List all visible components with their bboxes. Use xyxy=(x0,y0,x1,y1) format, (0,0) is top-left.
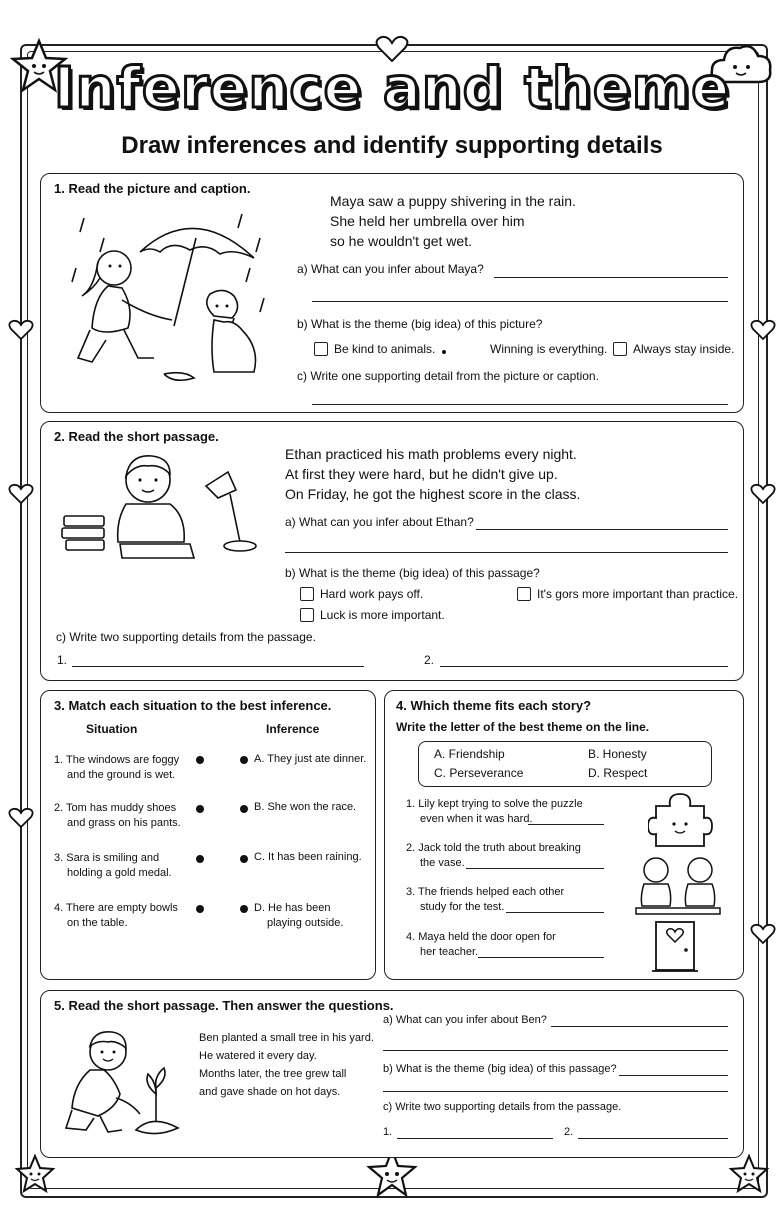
heart-icon xyxy=(750,482,776,506)
dot-marker xyxy=(442,350,446,354)
star-face-icon xyxy=(728,1154,770,1194)
passage-line: On Friday, he got the highest score in the class. xyxy=(285,486,581,502)
theme-option: D. Respect xyxy=(588,766,648,780)
option-label: Always stay inside. xyxy=(633,342,735,356)
star-face-icon xyxy=(14,1154,56,1194)
page-title: Inference and theme xyxy=(53,56,731,121)
girl-umbrella-puppy-illustration xyxy=(64,208,274,390)
answer-line[interactable] xyxy=(476,529,728,530)
heart-icon xyxy=(750,318,776,342)
situation-item xyxy=(54,801,181,831)
answer-line[interactable] xyxy=(312,301,728,302)
situation-line: on the table. xyxy=(67,917,128,929)
q1-question-c: c) Write one supporting detail from the picture or caption. xyxy=(297,369,599,383)
heart-icon xyxy=(8,318,34,342)
q2-heading: 2. Read the short passage. xyxy=(54,429,219,444)
match-dot[interactable] xyxy=(240,805,248,813)
situation-item xyxy=(54,753,179,783)
caption-line: so he wouldn't get wet. xyxy=(330,233,472,249)
blank-number: 2. xyxy=(564,1126,574,1138)
theme-option: C. Perseverance xyxy=(434,766,524,780)
q3-heading: 3. Match each situation to the best inference. xyxy=(54,698,332,713)
heart-icon xyxy=(750,922,776,946)
q4-heading: 4. Which theme fits each story? xyxy=(396,698,592,713)
theme-option: A. Friendship xyxy=(434,747,505,761)
q1-question-b: b) What is the theme (big idea) of this picture? xyxy=(297,317,543,331)
page-subtitle: Draw inferences and identify supporting details xyxy=(121,132,663,159)
match-dot[interactable] xyxy=(240,756,248,764)
story-line: 1. Lily kept trying to solve the puzzle xyxy=(406,798,583,810)
situation-item xyxy=(54,851,172,881)
q2-question-b: b) What is the theme (big idea) of this passage? xyxy=(285,566,540,580)
answer-line[interactable] xyxy=(619,1075,728,1076)
story-line: even when it was hard. xyxy=(420,813,533,825)
story-line: 4. Maya held the door open for xyxy=(406,931,556,943)
passage-line: Ethan practiced his math problems every night. xyxy=(285,446,577,462)
q5-question-c: c) Write two supporting details from the passage. xyxy=(383,1101,622,1113)
situation-line: holding a gold medal. xyxy=(67,867,172,879)
caption-line: Maya saw a puppy shivering in the rain. xyxy=(330,193,576,209)
passage-line: At first they were hard, but he didn't give up. xyxy=(285,466,558,482)
boy-planting-tree-illustration xyxy=(60,1024,190,1142)
q2-passage xyxy=(285,444,580,504)
situation-item xyxy=(54,901,178,931)
caption-line: She held her umbrella over him xyxy=(330,213,525,229)
friends-studying-icon xyxy=(632,852,724,916)
answer-line[interactable] xyxy=(578,1138,728,1139)
checkbox[interactable] xyxy=(314,342,328,356)
column-header-situation: Situation xyxy=(86,722,138,736)
situation-line: 4. There are empty bowls xyxy=(54,902,178,914)
checkbox[interactable] xyxy=(613,342,627,356)
option-label: Winning is everything. xyxy=(490,342,608,356)
q5-passage xyxy=(199,1029,374,1101)
passage-line: Months later, the tree grew tall xyxy=(199,1068,347,1080)
story-item xyxy=(406,841,581,871)
inference-line: playing outside. xyxy=(267,917,344,929)
story-line: 2. Jack told the truth about breaking xyxy=(406,842,581,854)
answer-line[interactable] xyxy=(506,912,604,913)
boy-studying-illustration xyxy=(60,450,270,562)
story-item xyxy=(406,930,556,960)
answer-line[interactable] xyxy=(478,957,604,958)
checkbox[interactable] xyxy=(300,587,314,601)
door-heart-icon xyxy=(652,920,698,974)
inference-line: D. He has been xyxy=(254,902,331,914)
story-line: 3. The friends helped each other xyxy=(406,886,565,898)
checkbox[interactable] xyxy=(517,587,531,601)
passage-line: Ben planted a small tree in his yard. xyxy=(199,1032,374,1044)
answer-line[interactable] xyxy=(440,666,728,667)
option-label: It's gors more important than practice. xyxy=(537,587,739,601)
q5-heading: 5. Read the short passage. Then answer the questions. xyxy=(54,998,394,1013)
q5-question-b: b) What is the theme (big idea) of this passage? xyxy=(383,1063,617,1075)
blank-number: 1. xyxy=(57,653,68,667)
inference-item xyxy=(254,901,343,931)
match-dot[interactable] xyxy=(196,756,204,764)
situation-line: 2. Tom has muddy shoes xyxy=(54,802,177,814)
answer-line[interactable] xyxy=(285,552,728,553)
answer-line[interactable] xyxy=(494,277,728,278)
answer-line[interactable] xyxy=(383,1091,728,1092)
answer-line[interactable] xyxy=(466,868,604,869)
story-line: her teacher. xyxy=(420,946,479,958)
situation-line: and grass on his pants. xyxy=(67,817,181,829)
passage-line: and gave shade on hot days. xyxy=(199,1086,341,1098)
puzzle-piece-icon xyxy=(648,792,714,848)
answer-line[interactable] xyxy=(551,1026,728,1027)
inference-item: B. She won the race. xyxy=(254,801,357,813)
q5-question-a: a) What can you infer about Ben? xyxy=(383,1014,547,1026)
situation-line: 1. The windows are foggy xyxy=(54,754,180,766)
story-item xyxy=(406,797,583,827)
match-dot[interactable] xyxy=(240,905,248,913)
option-label: Be kind to animals. xyxy=(334,342,436,356)
q1-heading: 1. Read the picture and caption. xyxy=(54,181,251,196)
match-dot[interactable] xyxy=(196,905,204,913)
answer-line[interactable] xyxy=(528,824,604,825)
story-item xyxy=(406,885,564,915)
passage-line: He watered it every day. xyxy=(199,1050,317,1062)
answer-line[interactable] xyxy=(397,1138,553,1139)
situation-line: 3. Sara is smiling and xyxy=(54,852,160,864)
match-dot[interactable] xyxy=(196,855,204,863)
q4-instruction: Write the letter of the best theme on the line. xyxy=(396,720,650,734)
option-label: Luck is more important. xyxy=(320,608,445,622)
theme-option: B. Honesty xyxy=(588,747,647,761)
inference-item: A. They just ate dinner. xyxy=(254,753,367,765)
match-dot[interactable] xyxy=(196,805,204,813)
q1-caption xyxy=(330,191,576,251)
q2-question-c: c) Write two supporting details from the passage. xyxy=(56,630,316,644)
answer-line[interactable] xyxy=(312,404,728,405)
story-line: study for the test. xyxy=(420,901,505,913)
checkbox[interactable] xyxy=(300,608,314,622)
answer-line[interactable] xyxy=(72,666,364,667)
story-line: the vase. xyxy=(420,857,465,869)
situation-line: and the ground is wet. xyxy=(67,769,176,781)
q2-question-a: a) What can you infer about Ethan? xyxy=(285,515,474,529)
heart-icon xyxy=(8,482,34,506)
column-header-inference: Inference xyxy=(266,722,320,736)
match-dot[interactable] xyxy=(240,855,248,863)
answer-line[interactable] xyxy=(383,1050,728,1051)
blank-number: 2. xyxy=(424,653,435,667)
q1-question-a: a) What can you infer about Maya? xyxy=(297,262,484,276)
option-label: Hard work pays off. xyxy=(320,587,424,601)
inference-item: C. It has been raining. xyxy=(254,851,362,863)
blank-number: 1. xyxy=(383,1126,393,1138)
heart-icon xyxy=(8,806,34,830)
